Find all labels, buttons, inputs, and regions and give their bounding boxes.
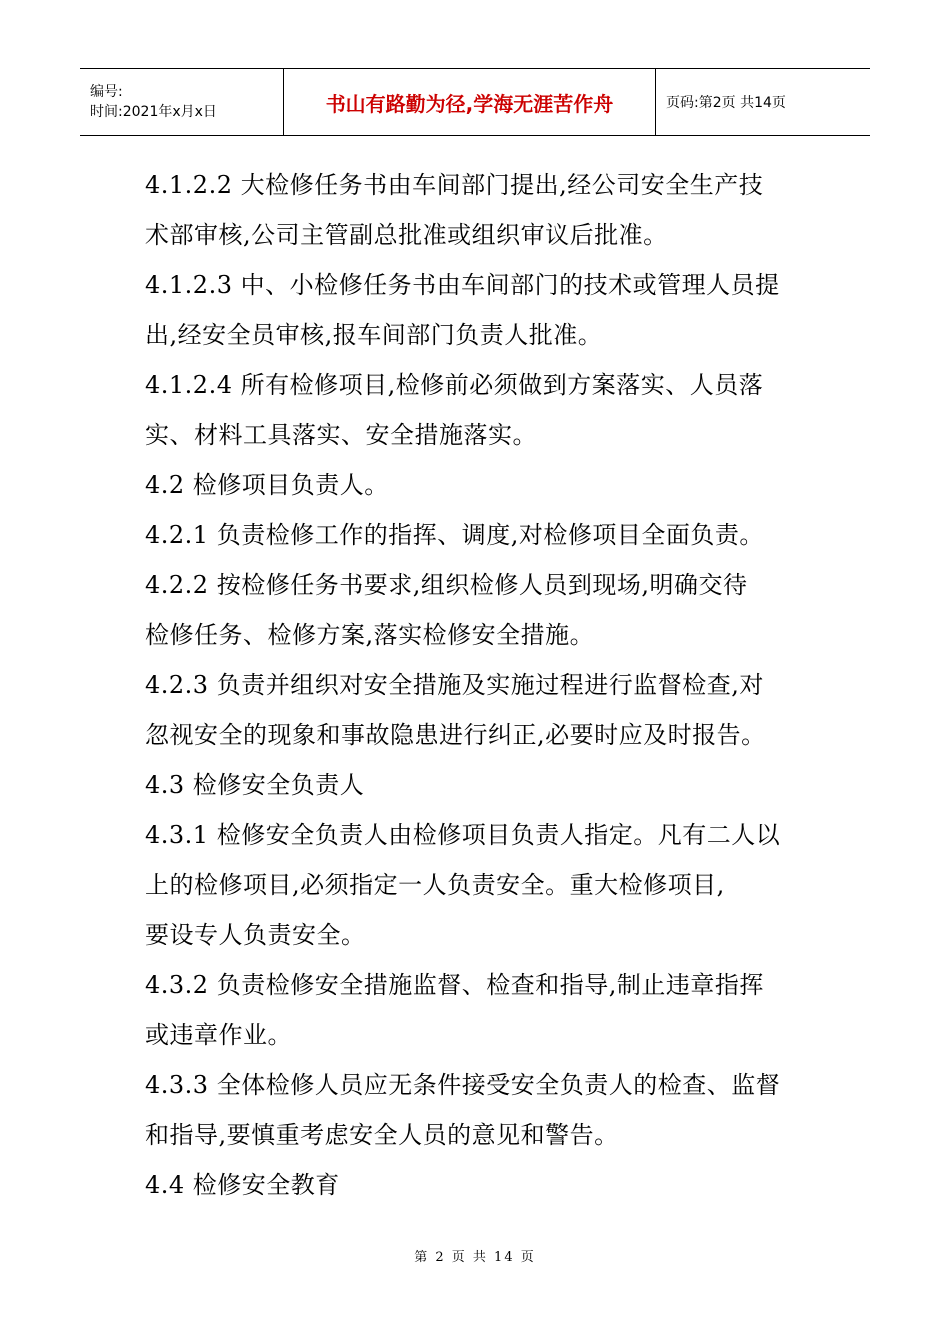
- page-footer: [0, 1246, 950, 1265]
- text-line: 出,经安全员审核,报车间部门负责人批准。: [145, 321, 603, 349]
- header-motto: [284, 69, 656, 135]
- text-line: 4.1.2.3 中、小检修任务书由车间部门的技术或管理人员提: [145, 271, 780, 299]
- text-line: 4.1.2.4 所有检修项目,检修前必须做到方案落实、人员落: [145, 371, 764, 399]
- text-line: 上的检修项目,必须指定一人负责安全。重大检修项目,: [145, 871, 725, 899]
- header-meta: [80, 69, 284, 135]
- text-line: 忽视安全的现象和事故隐患进行纠正,必要时应及时报告。: [145, 721, 766, 749]
- text-line: 要设专人负责安全。: [145, 921, 366, 949]
- motto-text: 书山有路勤为径,学海无涯苦作舟: [325, 91, 614, 116]
- text-line: 4.2.1 负责检修工作的指挥、调度,对检修项目全面负责。: [145, 521, 764, 549]
- text-line: 检修任务、检修方案,落实检修安全措施。: [145, 621, 595, 649]
- text-line: 和指导,要慎重考虑安全人员的意见和警告。: [145, 1121, 619, 1149]
- text-line: 4.2.3 负责并组织对安全措施及实施过程进行监督检查,对: [145, 671, 764, 699]
- document-date: 时间:2021年x月x日: [90, 104, 217, 120]
- page-info-text: 页码:第2页 共14页: [666, 95, 786, 111]
- section-heading: 4.3 检修安全负责人: [145, 771, 365, 799]
- text-line: 4.3.2 负责检修安全措施监督、检查和指导,制止违章指挥: [145, 971, 764, 999]
- text-line: 4.3.3 全体检修人员应无条件接受安全负责人的检查、监督: [145, 1071, 781, 1099]
- footer-page-number: 第 2 页 共 14 页: [414, 1250, 536, 1265]
- header-page-info: [656, 69, 870, 135]
- text-line: 4.3.1 检修安全负责人由检修项目负责人指定。凡有二人以: [145, 821, 781, 849]
- text-line: 4.1.2.2 大检修任务书由车间部门提出,经公司安全生产技: [145, 171, 764, 199]
- section-heading: 4.2 检修项目负责人。: [145, 471, 389, 499]
- document-body: [145, 160, 815, 1210]
- text-line: 4.2.2 按检修任务书要求,组织检修人员到现场,明确交待: [145, 571, 748, 599]
- page-header: [80, 68, 870, 136]
- document-number-label: 编号:: [90, 84, 123, 100]
- text-line: 或违章作业。: [145, 1021, 292, 1049]
- section-heading: 4.4 检修安全教育: [145, 1171, 340, 1199]
- text-line: 实、材料工具落实、安全措施落实。: [145, 421, 537, 449]
- text-line: 术部审核,公司主管副总批准或组织审议后批准。: [145, 221, 668, 249]
